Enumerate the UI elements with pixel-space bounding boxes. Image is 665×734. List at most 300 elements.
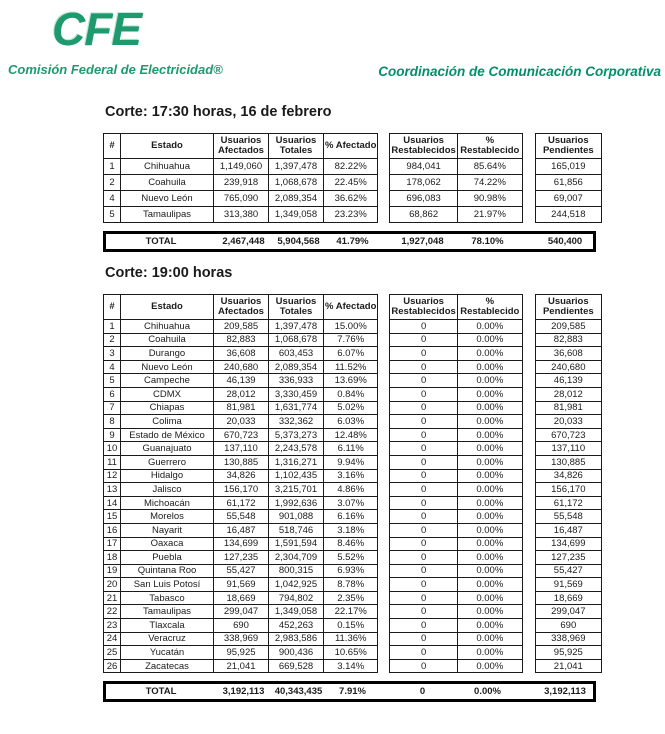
affected-users-table bbox=[103, 294, 378, 673]
cell-rest: 0 bbox=[390, 578, 457, 592]
table-row bbox=[104, 360, 378, 374]
total-pct-restablecido: 0.00% bbox=[474, 686, 501, 698]
cell-afectados: 16,487 bbox=[214, 523, 269, 537]
cell-pct: 12.48% bbox=[324, 428, 378, 442]
cell-rest: 0 bbox=[390, 496, 457, 510]
table-row bbox=[104, 646, 378, 660]
table-row bbox=[390, 374, 522, 388]
cell-rest: 0 bbox=[390, 564, 457, 578]
cell-totales: 1,068,678 bbox=[269, 175, 324, 191]
cell-estado: Coahuila bbox=[121, 333, 214, 347]
cell-estado: Durango bbox=[121, 347, 214, 361]
cell-afectados: 95,925 bbox=[214, 646, 269, 660]
table-row bbox=[535, 537, 601, 551]
total-row bbox=[103, 681, 596, 702]
table-row bbox=[390, 619, 522, 633]
cell-afectados: 36,608 bbox=[214, 347, 269, 361]
cell-num: 5 bbox=[104, 374, 121, 388]
cell-prest: 0.00% bbox=[457, 483, 522, 497]
table-row bbox=[390, 523, 522, 537]
cell-pct: 22.45% bbox=[324, 175, 378, 191]
cell-num: 14 bbox=[104, 496, 121, 510]
table-row bbox=[390, 415, 522, 429]
cell-pend: 134,699 bbox=[535, 537, 601, 551]
cell-estado: San Luis Potosí bbox=[121, 578, 214, 592]
col-pct-afectado: % Afectado bbox=[324, 295, 378, 320]
cfe-logo-tagline: Comisión Federal de Electricidad® bbox=[8, 62, 223, 77]
cell-estado: Michoacán bbox=[121, 496, 214, 510]
cell-pend: 95,925 bbox=[535, 646, 601, 660]
cell-prest: 0.00% bbox=[457, 551, 522, 565]
table-row bbox=[390, 496, 522, 510]
table-row bbox=[535, 564, 601, 578]
cell-prest: 0.00% bbox=[457, 632, 522, 646]
cell-rest: 0 bbox=[390, 455, 457, 469]
table-row bbox=[535, 551, 601, 565]
total-totales: 40,343,435 bbox=[274, 686, 323, 698]
tables-row bbox=[103, 133, 665, 223]
cell-estado: Oaxaca bbox=[121, 537, 214, 551]
table-row bbox=[390, 360, 522, 374]
total-pct-afectado: 41.79% bbox=[336, 236, 369, 247]
table-row bbox=[535, 333, 601, 347]
cell-num: 4 bbox=[104, 191, 121, 207]
table-row bbox=[104, 496, 378, 510]
cell-totales: 1,591,594 bbox=[269, 537, 324, 551]
cell-pct: 3.14% bbox=[324, 659, 378, 673]
cell-rest: 696,083 bbox=[390, 191, 457, 207]
cell-rest: 0 bbox=[390, 333, 457, 347]
cell-num: 23 bbox=[104, 619, 121, 633]
cell-afectados: 338,969 bbox=[214, 632, 269, 646]
cell-estado: Tabasco bbox=[121, 591, 214, 605]
table-row bbox=[390, 537, 522, 551]
table-header-row bbox=[104, 295, 378, 320]
cell-totales: 1,349,058 bbox=[269, 605, 324, 619]
cell-afectados: 1,149,060 bbox=[214, 159, 269, 175]
cell-afectados: 55,427 bbox=[214, 564, 269, 578]
col-usuarios-totales: Usuarios Totales bbox=[269, 295, 324, 320]
cell-prest: 0.00% bbox=[457, 578, 522, 592]
table-row bbox=[390, 401, 522, 415]
section-corte-1900 bbox=[103, 252, 665, 702]
cell-rest: 0 bbox=[390, 347, 457, 361]
cell-estado: Tlaxcala bbox=[121, 619, 214, 633]
cell-rest: 0 bbox=[390, 619, 457, 633]
cell-rest: 0 bbox=[390, 523, 457, 537]
section-title: Corte: 17:30 horas, 16 de febrero bbox=[105, 104, 332, 120]
cell-prest: 0.00% bbox=[457, 360, 522, 374]
cell-prest: 74.22% bbox=[457, 175, 522, 191]
cell-estado: Guerrero bbox=[121, 455, 214, 469]
total-pendientes: 540,400 bbox=[547, 236, 583, 247]
cell-pend: 244,518 bbox=[535, 207, 601, 223]
cell-num: 7 bbox=[104, 401, 121, 415]
cell-estado: Nuevo León bbox=[121, 360, 214, 374]
cell-totales: 2,983,586 bbox=[269, 632, 324, 646]
cell-rest: 0 bbox=[390, 605, 457, 619]
table-row bbox=[390, 320, 522, 334]
cell-prest: 0.00% bbox=[457, 387, 522, 401]
table-header-row bbox=[390, 295, 522, 320]
cell-totales: 669,528 bbox=[269, 659, 324, 673]
total-pendientes: 3,192,113 bbox=[544, 686, 586, 698]
cell-pend: 55,548 bbox=[535, 510, 601, 524]
table-header-row bbox=[535, 134, 601, 159]
cell-totales: 603,453 bbox=[269, 347, 324, 361]
cell-totales: 1,631,774 bbox=[269, 401, 324, 415]
cell-prest: 0.00% bbox=[457, 469, 522, 483]
cell-prest: 0.00% bbox=[457, 320, 522, 334]
cell-rest: 178,062 bbox=[390, 175, 457, 191]
cell-totales: 1,042,925 bbox=[269, 578, 324, 592]
col-usuarios-afectados: Usuarios Afectados bbox=[214, 295, 269, 320]
cell-estado: Yucatán bbox=[121, 646, 214, 660]
table-row bbox=[390, 455, 522, 469]
table-row bbox=[104, 333, 378, 347]
table-row bbox=[535, 428, 601, 442]
table-row bbox=[535, 646, 601, 660]
corporate-communication-title: Coordinación de Comunicación Corporativa bbox=[378, 64, 661, 79]
cell-prest: 0.00% bbox=[457, 374, 522, 388]
cell-num: 12 bbox=[104, 469, 121, 483]
cell-rest: 0 bbox=[390, 428, 457, 442]
cell-pct: 5.02% bbox=[324, 401, 378, 415]
cell-rest: 0 bbox=[390, 387, 457, 401]
pending-users-table bbox=[535, 133, 602, 223]
cell-prest: 0.00% bbox=[457, 646, 522, 660]
cell-num: 9 bbox=[104, 428, 121, 442]
cell-estado: Quintana Roo bbox=[121, 564, 214, 578]
table-row bbox=[390, 333, 522, 347]
cell-pend: 28,012 bbox=[535, 387, 601, 401]
cell-totales: 518,746 bbox=[269, 523, 324, 537]
cell-pct: 10.65% bbox=[324, 646, 378, 660]
col-estado: Estado bbox=[121, 295, 214, 320]
total-totales: 5,904,568 bbox=[277, 236, 320, 247]
cell-afectados: 91,569 bbox=[214, 578, 269, 592]
cell-num: 22 bbox=[104, 605, 121, 619]
tables-row bbox=[103, 294, 665, 673]
total-label: TOTAL bbox=[145, 236, 177, 247]
cell-num: 24 bbox=[104, 632, 121, 646]
cell-totales: 2,089,354 bbox=[269, 360, 324, 374]
cell-afectados: 299,047 bbox=[214, 605, 269, 619]
cell-estado: Guanajuato bbox=[121, 442, 214, 456]
table-row bbox=[390, 564, 522, 578]
cell-pct: 6.11% bbox=[324, 442, 378, 456]
cell-prest: 0.00% bbox=[457, 415, 522, 429]
cell-totales: 1,397,478 bbox=[269, 320, 324, 334]
restored-users-table bbox=[389, 294, 522, 673]
cell-totales: 452,263 bbox=[269, 619, 324, 633]
table-row bbox=[390, 442, 522, 456]
cell-afectados: 239,918 bbox=[214, 175, 269, 191]
cell-pct: 6.16% bbox=[324, 510, 378, 524]
table-row bbox=[104, 578, 378, 592]
cell-afectados: 81,981 bbox=[214, 401, 269, 415]
cell-pend: 69,007 bbox=[535, 191, 601, 207]
cell-afectados: 240,680 bbox=[214, 360, 269, 374]
cell-num: 25 bbox=[104, 646, 121, 660]
pending-users-table bbox=[535, 294, 602, 673]
table-row bbox=[535, 442, 601, 456]
table-row bbox=[104, 659, 378, 673]
cell-pct: 4.86% bbox=[324, 483, 378, 497]
table-row bbox=[535, 632, 601, 646]
cell-num: 2 bbox=[104, 175, 121, 191]
cell-rest: 0 bbox=[390, 537, 457, 551]
table-row bbox=[104, 428, 378, 442]
cell-afectados: 34,826 bbox=[214, 469, 269, 483]
table-row bbox=[104, 605, 378, 619]
cell-prest: 0.00% bbox=[457, 564, 522, 578]
cell-totales: 332,362 bbox=[269, 415, 324, 429]
cell-totales: 1,992,636 bbox=[269, 496, 324, 510]
cell-pend: 165,019 bbox=[535, 159, 601, 175]
table-row bbox=[390, 659, 522, 673]
cell-pend: 130,885 bbox=[535, 455, 601, 469]
cell-afectados: 690 bbox=[214, 619, 269, 633]
cell-prest: 0.00% bbox=[457, 455, 522, 469]
cell-rest: 0 bbox=[390, 551, 457, 565]
total-pct-restablecido: 78.10% bbox=[471, 236, 504, 247]
cell-afectados: 55,548 bbox=[214, 510, 269, 524]
cell-pend: 338,969 bbox=[535, 632, 601, 646]
cell-pct: 36.62% bbox=[324, 191, 378, 207]
table-row bbox=[104, 175, 378, 191]
cell-pend: 690 bbox=[535, 619, 601, 633]
cell-afectados: 46,139 bbox=[214, 374, 269, 388]
cell-num: 1 bbox=[104, 159, 121, 175]
cell-totales: 794,802 bbox=[269, 591, 324, 605]
cell-num: 8 bbox=[104, 415, 121, 429]
cell-estado: Zacatecas bbox=[121, 659, 214, 673]
cell-estado: Estado de México bbox=[121, 428, 214, 442]
cell-num: 1 bbox=[104, 320, 121, 334]
cell-totales: 2,089,354 bbox=[269, 191, 324, 207]
section-corte-1730 bbox=[103, 92, 665, 252]
cell-pct: 9.94% bbox=[324, 455, 378, 469]
cell-prest: 0.00% bbox=[457, 523, 522, 537]
table-row bbox=[104, 483, 378, 497]
cell-pend: 20,033 bbox=[535, 415, 601, 429]
cell-afectados: 127,235 bbox=[214, 551, 269, 565]
col-pct-restablecido: % Restablecido bbox=[457, 134, 522, 159]
table-row bbox=[104, 551, 378, 565]
cell-estado: Nayarit bbox=[121, 523, 214, 537]
table-row bbox=[535, 510, 601, 524]
cell-prest: 0.00% bbox=[457, 347, 522, 361]
cell-pct: 0.15% bbox=[324, 619, 378, 633]
cell-afectados: 82,883 bbox=[214, 333, 269, 347]
table-row bbox=[104, 374, 378, 388]
cell-pct: 11.52% bbox=[324, 360, 378, 374]
report-header bbox=[0, 0, 665, 92]
cell-pct: 11.36% bbox=[324, 632, 378, 646]
cell-estado: Colima bbox=[121, 415, 214, 429]
table-row bbox=[535, 496, 601, 510]
cell-totales: 1,397,478 bbox=[269, 159, 324, 175]
table-row bbox=[535, 320, 601, 334]
cell-estado: Chihuahua bbox=[121, 159, 214, 175]
cell-totales: 2,243,578 bbox=[269, 442, 324, 456]
cell-pct: 5.52% bbox=[324, 551, 378, 565]
table-row bbox=[390, 605, 522, 619]
col-usuarios-totales: Usuarios Totales bbox=[269, 134, 324, 159]
cell-pct: 7.76% bbox=[324, 333, 378, 347]
cell-pend: 240,680 bbox=[535, 360, 601, 374]
table-row bbox=[104, 191, 378, 207]
cell-afectados: 313,380 bbox=[214, 207, 269, 223]
table-row bbox=[535, 347, 601, 361]
cell-estado: Morelos bbox=[121, 510, 214, 524]
table-row bbox=[390, 347, 522, 361]
cell-afectados: 670,723 bbox=[214, 428, 269, 442]
table-row bbox=[535, 483, 601, 497]
cell-pct: 8.78% bbox=[324, 578, 378, 592]
cell-pend: 127,235 bbox=[535, 551, 601, 565]
cell-pct: 6.07% bbox=[324, 347, 378, 361]
cell-prest: 0.00% bbox=[457, 619, 522, 633]
section-title: Corte: 19:00 horas bbox=[105, 265, 233, 281]
col-usuarios-restablecidos: Usuarios Restablecidos bbox=[390, 134, 457, 159]
cell-pend: 299,047 bbox=[535, 605, 601, 619]
cell-totales: 800,315 bbox=[269, 564, 324, 578]
table-row bbox=[390, 578, 522, 592]
cell-totales: 2,304,709 bbox=[269, 551, 324, 565]
cell-prest: 85.64% bbox=[457, 159, 522, 175]
cell-pct: 82.22% bbox=[324, 159, 378, 175]
cell-num: 19 bbox=[104, 564, 121, 578]
cell-totales: 5,373,273 bbox=[269, 428, 324, 442]
table-row bbox=[535, 175, 601, 191]
table-row bbox=[535, 360, 601, 374]
cell-rest: 68,862 bbox=[390, 207, 457, 223]
cell-pct: 6.93% bbox=[324, 564, 378, 578]
col-pct-afectado: % Afectado bbox=[324, 134, 378, 159]
table-row bbox=[535, 401, 601, 415]
table-row bbox=[104, 207, 378, 223]
cell-num: 17 bbox=[104, 537, 121, 551]
cell-afectados: 18,669 bbox=[214, 591, 269, 605]
cell-rest: 0 bbox=[390, 659, 457, 673]
cell-prest: 0.00% bbox=[457, 333, 522, 347]
cell-prest: 0.00% bbox=[457, 442, 522, 456]
total-afectados: 2,467,448 bbox=[222, 236, 265, 247]
cell-pend: 21,041 bbox=[535, 659, 601, 673]
cell-afectados: 765,090 bbox=[214, 191, 269, 207]
table-row bbox=[535, 523, 601, 537]
table-row bbox=[390, 469, 522, 483]
cell-num: 18 bbox=[104, 551, 121, 565]
table-row bbox=[104, 347, 378, 361]
total-afectados: 3,192,113 bbox=[222, 686, 265, 698]
table-row bbox=[390, 175, 522, 191]
cell-num: 5 bbox=[104, 207, 121, 223]
table-row bbox=[390, 510, 522, 524]
cell-totales: 1,349,058 bbox=[269, 207, 324, 223]
cell-rest: 0 bbox=[390, 591, 457, 605]
cell-prest: 90.98% bbox=[457, 191, 522, 207]
cell-afectados: 20,033 bbox=[214, 415, 269, 429]
table-row bbox=[104, 401, 378, 415]
cell-totales: 1,068,678 bbox=[269, 333, 324, 347]
table-row bbox=[104, 455, 378, 469]
cell-totales: 3,330,459 bbox=[269, 387, 324, 401]
cell-estado: Puebla bbox=[121, 551, 214, 565]
cell-pend: 34,826 bbox=[535, 469, 601, 483]
table-row bbox=[390, 483, 522, 497]
table-row bbox=[104, 632, 378, 646]
cell-prest: 0.00% bbox=[457, 496, 522, 510]
cell-pend: 36,608 bbox=[535, 347, 601, 361]
table-row bbox=[104, 415, 378, 429]
cell-num: 13 bbox=[104, 483, 121, 497]
table-row bbox=[104, 159, 378, 175]
cell-pend: 82,883 bbox=[535, 333, 601, 347]
cell-pct: 22.17% bbox=[324, 605, 378, 619]
restored-users-table bbox=[389, 133, 522, 223]
cell-pend: 91,569 bbox=[535, 578, 601, 592]
cell-prest: 0.00% bbox=[457, 591, 522, 605]
cell-prest: 0.00% bbox=[457, 605, 522, 619]
table-row bbox=[535, 619, 601, 633]
cell-pend: 137,110 bbox=[535, 442, 601, 456]
cell-prest: 0.00% bbox=[457, 659, 522, 673]
cell-num: 20 bbox=[104, 578, 121, 592]
cell-estado: Tamaulipas bbox=[121, 605, 214, 619]
cell-rest: 0 bbox=[390, 442, 457, 456]
total-restablecidos: 0 bbox=[419, 686, 426, 698]
cell-estado: Nuevo León bbox=[121, 191, 214, 207]
col-num: # bbox=[104, 295, 121, 320]
cell-num: 16 bbox=[104, 523, 121, 537]
cell-rest: 0 bbox=[390, 415, 457, 429]
cell-prest: 21.97% bbox=[457, 207, 522, 223]
cell-totales: 3,215,701 bbox=[269, 483, 324, 497]
cell-estado: Chiapas bbox=[121, 401, 214, 415]
col-usuarios-pendientes: Usuarios Pendientes bbox=[535, 295, 601, 320]
cell-pct: 0.84% bbox=[324, 387, 378, 401]
cell-num: 6 bbox=[104, 387, 121, 401]
cell-pct: 3.16% bbox=[324, 469, 378, 483]
table-row bbox=[535, 374, 601, 388]
table-row bbox=[390, 191, 522, 207]
cell-estado: CDMX bbox=[121, 387, 214, 401]
cell-pct: 3.07% bbox=[324, 496, 378, 510]
cell-pct: 13.69% bbox=[324, 374, 378, 388]
col-usuarios-pendientes: Usuarios Pendientes bbox=[535, 134, 601, 159]
table-header-row bbox=[104, 134, 378, 159]
cell-totales: 901,088 bbox=[269, 510, 324, 524]
cell-estado: Tamaulipas bbox=[121, 207, 214, 223]
affected-users-table bbox=[103, 133, 378, 223]
cell-pct: 3.18% bbox=[324, 523, 378, 537]
cell-afectados: 137,110 bbox=[214, 442, 269, 456]
cell-num: 11 bbox=[104, 455, 121, 469]
cell-rest: 0 bbox=[390, 510, 457, 524]
table-row bbox=[104, 537, 378, 551]
total-pct-afectado: 7.91% bbox=[339, 686, 366, 698]
cell-num: 26 bbox=[104, 659, 121, 673]
cell-estado: Coahuila bbox=[121, 175, 214, 191]
cell-totales: 1,316,271 bbox=[269, 455, 324, 469]
cell-estado: Chihuahua bbox=[121, 320, 214, 334]
cell-rest: 0 bbox=[390, 632, 457, 646]
cell-num: 10 bbox=[104, 442, 121, 456]
col-usuarios-afectados: Usuarios Afectados bbox=[214, 134, 269, 159]
